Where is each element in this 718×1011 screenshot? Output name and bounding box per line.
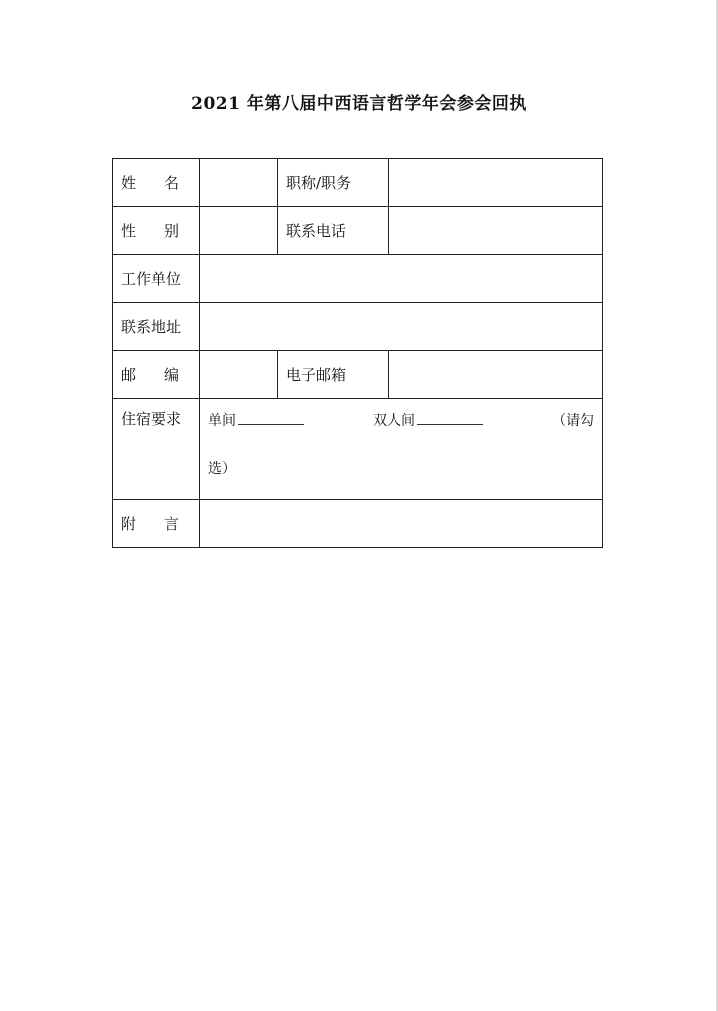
lodging-options-cell — [200, 399, 603, 500]
remarks-label-char-1: 附 — [121, 514, 137, 533]
table-row-remarks — [113, 500, 603, 548]
lodging-note-close: 选） — [208, 461, 236, 477]
table-row-workplace — [113, 255, 603, 303]
lodging-note-open: （请勾 — [552, 413, 594, 429]
name-label-cell — [113, 159, 200, 207]
page-title: 2021 年第八届中西语言哲学年会参会回执 — [191, 94, 527, 114]
phone-label-cell: 联系电话 — [278, 207, 389, 255]
double-room-blank[interactable] — [417, 424, 483, 425]
table-row-address — [113, 303, 603, 351]
table-row-postcode — [113, 351, 603, 399]
name-label-char-1: 姓 — [121, 173, 137, 192]
gender-input-cell[interactable] — [200, 207, 278, 255]
gender-label-cell — [113, 207, 200, 255]
lodging-label-cell: 住宿要求 — [113, 399, 200, 500]
table-row-name — [113, 159, 603, 207]
single-room-label: 单间 — [208, 413, 236, 429]
gender-label-char-2: 别 — [163, 221, 179, 240]
postcode-input-cell[interactable] — [200, 351, 278, 399]
registration-form-table — [112, 158, 603, 548]
lodging-options-line — [208, 411, 594, 431]
gender-label-char-1: 性 — [121, 221, 137, 240]
postcode-label-char-2: 编 — [163, 365, 179, 384]
remarks-label-char-2: 言 — [163, 514, 179, 533]
double-room-option[interactable] — [373, 411, 483, 431]
postcode-label-cell — [113, 351, 200, 399]
address-input-cell[interactable] — [200, 303, 603, 351]
remarks-label-cell — [113, 500, 200, 548]
phone-input-cell[interactable] — [389, 207, 603, 255]
table-row-lodging — [113, 399, 603, 500]
email-input-cell[interactable] — [389, 351, 603, 399]
name-label-char-2: 名 — [163, 173, 179, 192]
email-label-cell: 电子邮箱 — [278, 351, 389, 399]
postcode-label-char-1: 邮 — [121, 365, 137, 384]
double-room-label: 双人间 — [373, 413, 415, 429]
workplace-label-cell: 工作单位 — [113, 255, 200, 303]
workplace-input-cell[interactable] — [200, 255, 603, 303]
name-input-cell[interactable] — [200, 159, 278, 207]
table-row-gender — [113, 207, 603, 255]
remarks-input-cell[interactable] — [200, 500, 603, 548]
title-input-cell[interactable] — [389, 159, 603, 207]
single-room-option[interactable] — [208, 411, 304, 431]
single-room-blank[interactable] — [238, 424, 304, 425]
address-label-cell: 联系地址 — [113, 303, 200, 351]
title-label-cell: 职称/职务 — [278, 159, 389, 207]
